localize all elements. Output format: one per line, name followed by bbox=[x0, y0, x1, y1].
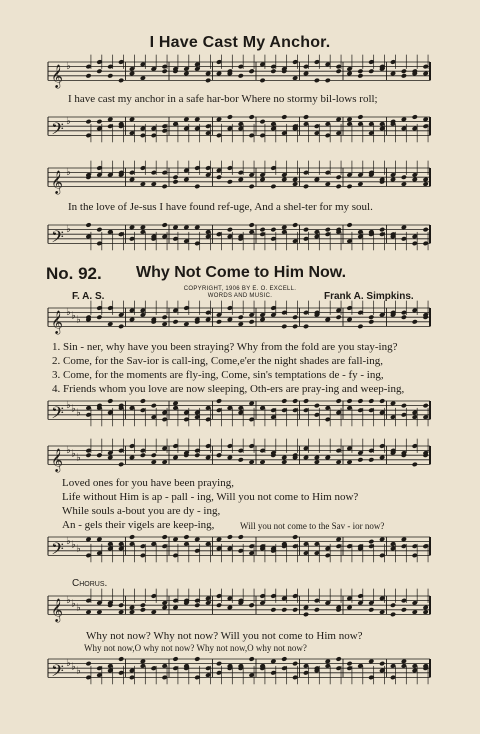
note-head bbox=[172, 656, 178, 662]
flat-sign: ♭ bbox=[71, 539, 76, 551]
note-head bbox=[140, 607, 146, 613]
note-head bbox=[85, 73, 91, 79]
note-head bbox=[140, 602, 146, 608]
verse-line: An - gels their vigels are keep-ing, bbox=[62, 519, 215, 531]
note-head bbox=[249, 184, 255, 190]
note-head bbox=[292, 398, 298, 404]
flat-sign: ♭ bbox=[76, 314, 81, 326]
note-head bbox=[96, 68, 102, 74]
verse-line: While souls a-bout you are dy - ing, bbox=[62, 505, 221, 517]
flat-sign: ♭ bbox=[66, 535, 71, 547]
note-head bbox=[216, 319, 222, 325]
flat-sign: ♭ bbox=[71, 310, 76, 322]
note-head bbox=[336, 398, 342, 404]
note-head bbox=[357, 324, 363, 330]
note-head bbox=[270, 607, 276, 613]
note-head bbox=[162, 184, 168, 190]
note-head bbox=[346, 184, 352, 190]
note-head bbox=[194, 602, 200, 608]
note-head bbox=[227, 227, 233, 233]
note-head bbox=[357, 114, 363, 120]
note-head bbox=[227, 114, 233, 120]
note-head bbox=[412, 319, 418, 325]
note-head bbox=[129, 534, 135, 540]
bass-clef: 𝄢 bbox=[51, 538, 64, 563]
rights-line: WORDS AND MUSIC. bbox=[207, 293, 273, 299]
flat-sign: ♭ bbox=[66, 657, 71, 669]
note-head bbox=[85, 452, 91, 458]
note-head bbox=[249, 602, 255, 608]
note-head bbox=[346, 222, 352, 228]
note-head bbox=[107, 398, 113, 404]
note-head bbox=[368, 319, 374, 325]
note-head bbox=[162, 314, 168, 320]
note-head bbox=[238, 73, 244, 79]
note-head bbox=[281, 324, 287, 330]
note-head bbox=[368, 607, 374, 613]
note-head bbox=[379, 227, 385, 233]
chorus-label: Chorus. bbox=[72, 578, 108, 589]
treble-clef: 𝄞 bbox=[51, 169, 63, 194]
composer-credit: Frank A. Simpkins. bbox=[324, 291, 414, 302]
note-head bbox=[96, 452, 102, 458]
treble-clef: 𝄞 bbox=[51, 597, 63, 622]
note-head bbox=[96, 314, 102, 320]
note-head bbox=[401, 68, 407, 74]
note-head bbox=[325, 227, 331, 233]
note-head bbox=[336, 68, 342, 74]
note-head bbox=[390, 612, 396, 618]
note-head bbox=[140, 398, 146, 404]
verse-line: 3. Come, for the moments are fly-ing, Come, sin's temptations de - fy - ing, bbox=[52, 369, 384, 381]
note-head bbox=[314, 78, 320, 84]
note-head bbox=[401, 314, 407, 320]
flat-sign: ♭ bbox=[66, 166, 71, 178]
note-head bbox=[303, 184, 309, 190]
note-head bbox=[205, 78, 211, 84]
note-head bbox=[292, 534, 298, 540]
note-head bbox=[292, 661, 298, 667]
note-head bbox=[412, 462, 418, 468]
note-head bbox=[118, 602, 124, 608]
note-head bbox=[303, 398, 309, 404]
note-head bbox=[281, 607, 287, 613]
chorus-lyric: Why not now? Why not now? Will you not come to Him now? bbox=[86, 630, 363, 642]
verse-line: 1. Sin - ner, why have you been straying? Why from the fold are you stay-ing? bbox=[52, 341, 398, 353]
note-head bbox=[216, 174, 222, 180]
flat-sign: ♭ bbox=[71, 403, 76, 415]
flat-sign: ♭ bbox=[76, 665, 81, 677]
flat-sign: ♭ bbox=[66, 444, 71, 456]
lyric-line: In the love of Je-sus I have found ref-uge, And a shel-ter for my soul. bbox=[68, 201, 373, 213]
note-head bbox=[172, 174, 178, 180]
note-head bbox=[303, 612, 309, 618]
note-head bbox=[423, 227, 429, 233]
note-head bbox=[292, 324, 298, 330]
note-head bbox=[249, 656, 255, 662]
note-head bbox=[401, 174, 407, 180]
note-head bbox=[379, 398, 385, 404]
note-head bbox=[270, 68, 276, 74]
note-head bbox=[401, 73, 407, 79]
note-head bbox=[336, 314, 342, 320]
treble-clef: 𝄞 bbox=[51, 63, 63, 88]
flat-sign: ♭ bbox=[71, 448, 76, 460]
note-head bbox=[336, 174, 342, 180]
note-head bbox=[194, 184, 200, 190]
note-head bbox=[249, 319, 255, 325]
note-head bbox=[346, 398, 352, 404]
bass-clef: 𝄢 bbox=[51, 118, 64, 143]
chorus-echo: Why not now,O why not now? Why not now,O why not now? bbox=[84, 643, 307, 653]
hymn-title-anchor: I Have Cast My Anchor. bbox=[149, 34, 331, 51]
note-head bbox=[259, 227, 265, 233]
note-head bbox=[162, 222, 168, 228]
note-head bbox=[423, 403, 429, 409]
note-head bbox=[216, 452, 222, 458]
note-head bbox=[368, 314, 374, 320]
note-head bbox=[336, 184, 342, 190]
note-head bbox=[96, 119, 102, 125]
flat-sign: ♭ bbox=[66, 594, 71, 606]
note-head bbox=[259, 78, 265, 84]
note-head bbox=[379, 661, 385, 667]
note-head bbox=[325, 78, 331, 84]
note-head bbox=[85, 222, 91, 228]
note-head bbox=[172, 319, 178, 325]
note-head bbox=[368, 68, 374, 74]
note-head bbox=[249, 222, 255, 228]
note-head bbox=[401, 607, 407, 613]
note-head bbox=[346, 661, 352, 667]
verse-refrain: Will you not come to the Sav - ior now? bbox=[240, 521, 385, 531]
note-head bbox=[216, 661, 222, 667]
note-head bbox=[357, 68, 363, 74]
verse-line: Life without Him is ap - pall - ing, Will you not come to Him now? bbox=[62, 491, 359, 503]
note-head bbox=[194, 452, 200, 458]
flat-sign: ♭ bbox=[76, 407, 81, 419]
note-head bbox=[249, 68, 255, 74]
note-head bbox=[238, 534, 244, 540]
note-head bbox=[303, 324, 309, 330]
note-head bbox=[118, 656, 124, 662]
note-head bbox=[281, 398, 287, 404]
note-head bbox=[281, 114, 287, 120]
note-head bbox=[172, 179, 178, 185]
flat-sign: ♭ bbox=[66, 399, 71, 411]
note-head bbox=[118, 324, 124, 330]
note-head bbox=[183, 534, 189, 540]
copyright-line: COPYRIGHT, 1906 BY E. O. EXCELL. bbox=[183, 286, 297, 292]
note-head bbox=[314, 607, 320, 613]
note-head bbox=[96, 227, 102, 233]
verse-line: 4. Friends whom you love are now sleeping, Oth-ers are pray-ing and weep-ing, bbox=[52, 383, 405, 395]
note-head bbox=[292, 607, 298, 613]
note-head bbox=[401, 403, 407, 409]
note-head bbox=[85, 119, 91, 125]
note-head bbox=[368, 398, 374, 404]
flat-sign: ♭ bbox=[76, 452, 81, 464]
lyric-line: I have cast my anchor in a safe har-bor Where no stormy bil-lows roll; bbox=[68, 93, 378, 105]
note-head bbox=[368, 539, 374, 545]
note-head bbox=[314, 403, 320, 409]
note-head bbox=[118, 78, 124, 84]
flat-sign: ♭ bbox=[66, 115, 71, 127]
note-head bbox=[412, 114, 418, 120]
verse-line: 2. Come, for the Sav-ior is call-ing, Come,e'er the night shades are fall-ing, bbox=[52, 355, 383, 367]
note-head bbox=[151, 403, 157, 409]
note-head bbox=[390, 602, 396, 608]
note-head bbox=[368, 457, 374, 463]
note-head bbox=[238, 457, 244, 463]
flat-sign: ♭ bbox=[71, 598, 76, 610]
note-head bbox=[292, 222, 298, 228]
flat-sign: ♭ bbox=[76, 543, 81, 555]
note-head bbox=[357, 457, 363, 463]
note-head bbox=[357, 398, 363, 404]
note-head bbox=[107, 73, 113, 79]
note-head bbox=[292, 314, 298, 320]
bass-clef: 𝄢 bbox=[51, 226, 64, 251]
note-head bbox=[249, 114, 255, 120]
note-head bbox=[118, 462, 124, 468]
note-head bbox=[194, 656, 200, 662]
note-head bbox=[227, 534, 233, 540]
note-head bbox=[336, 656, 342, 662]
note-head bbox=[270, 227, 276, 233]
flat-sign: ♭ bbox=[76, 602, 81, 614]
note-head bbox=[85, 661, 91, 667]
treble-clef: 𝄞 bbox=[51, 447, 63, 472]
hymn-number: No. 92. bbox=[46, 264, 102, 283]
note-head bbox=[162, 534, 168, 540]
note-head bbox=[281, 656, 287, 662]
note-head bbox=[151, 452, 157, 458]
flat-sign: ♭ bbox=[66, 306, 71, 318]
note-head bbox=[238, 314, 244, 320]
note-head bbox=[216, 398, 222, 404]
note-head bbox=[303, 227, 309, 233]
hymn-title-why-not-come: Why Not Come to Him Now. bbox=[136, 264, 347, 281]
verse-line: Loved ones for you have been praying, bbox=[62, 477, 234, 489]
note-head bbox=[140, 452, 146, 458]
bass-clef: 𝄢 bbox=[51, 660, 64, 685]
note-head bbox=[162, 68, 168, 74]
note-head bbox=[357, 73, 363, 79]
bass-clef: 𝄢 bbox=[51, 402, 64, 427]
treble-clef: 𝄞 bbox=[51, 309, 63, 334]
note-head bbox=[270, 184, 276, 190]
note-head bbox=[216, 602, 222, 608]
flat-sign: ♭ bbox=[71, 661, 76, 673]
flat-sign: ♭ bbox=[66, 223, 71, 235]
note-head bbox=[303, 114, 309, 120]
note-head bbox=[259, 119, 265, 125]
note-head bbox=[227, 179, 233, 185]
lyricist-credit: F. A. S. bbox=[72, 291, 105, 302]
flat-sign: ♭ bbox=[66, 60, 71, 72]
